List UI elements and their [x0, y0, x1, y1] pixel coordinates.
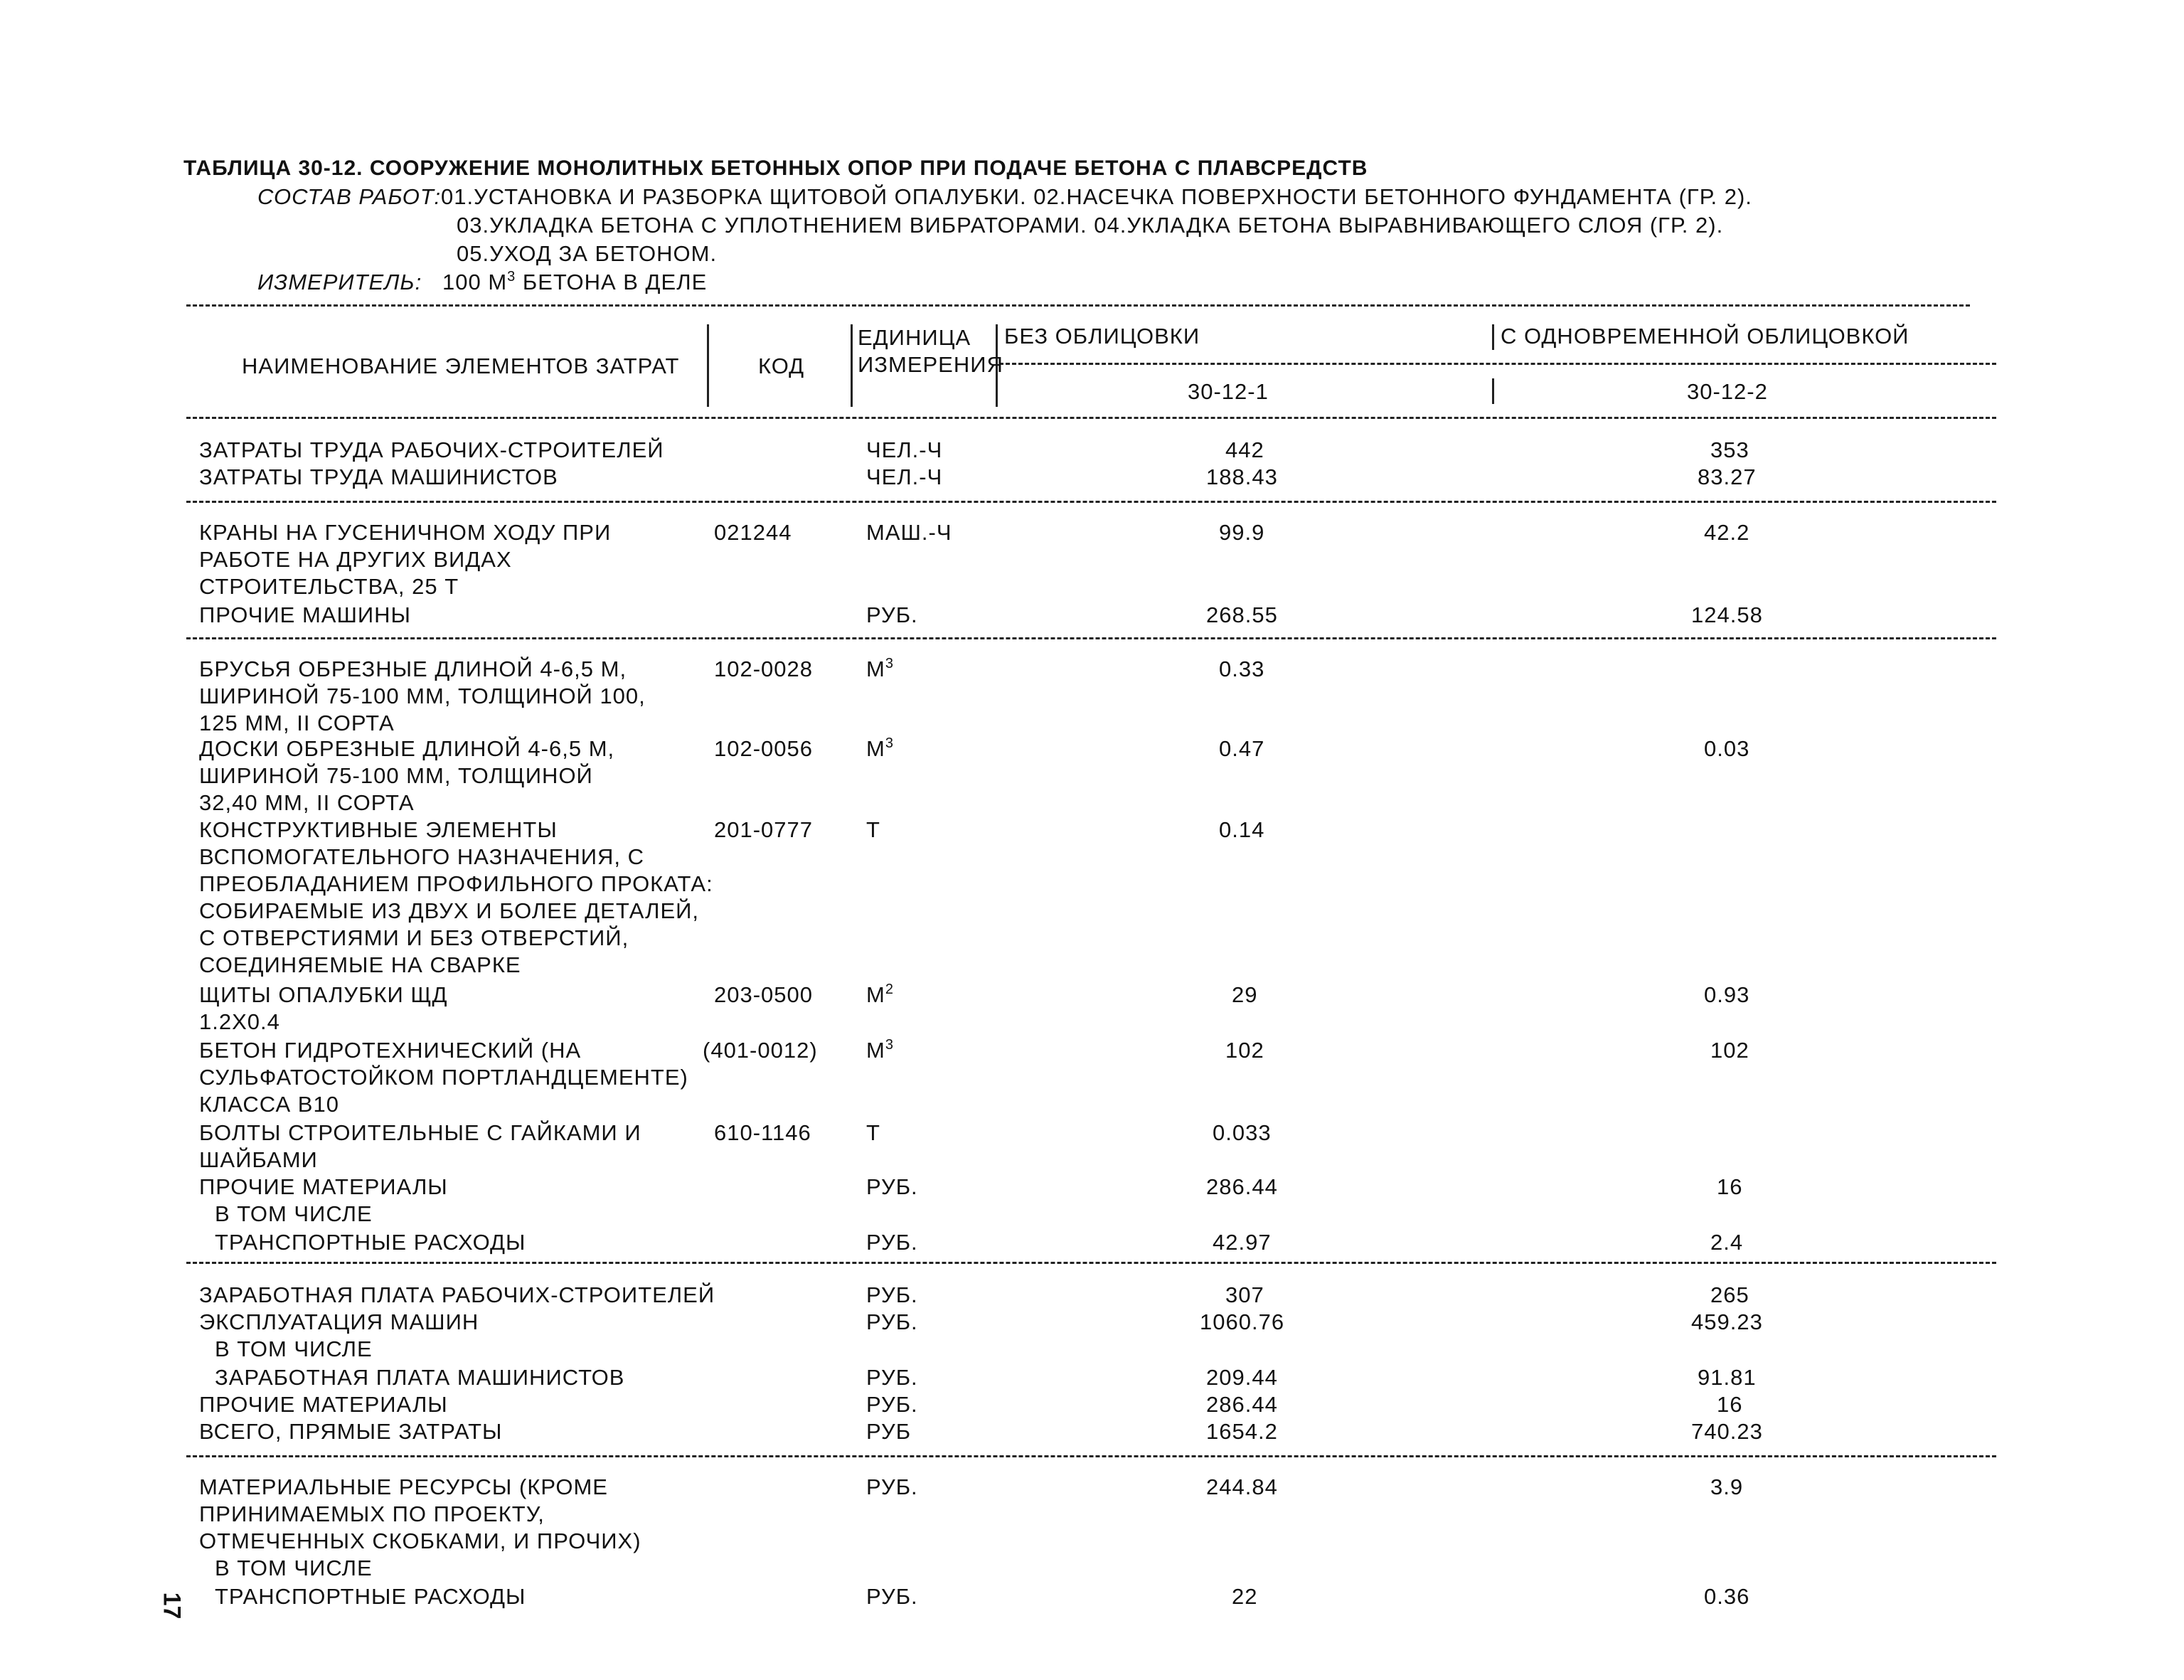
- row-value-30-12-2: 124.58: [1691, 602, 1763, 627]
- row-name-line: БРУСЬЯ ОБРЕЗНЫЕ ДЛИНОЙ 4-6,5 М,: [199, 656, 627, 681]
- row-name-line: ШИРИНОЙ 75-100 ММ, ТОЛЩИНОЙ 100,: [199, 684, 646, 708]
- row-name-line: ПРОЧИЕ МАТЕРИАЛЫ: [199, 1392, 448, 1417]
- row-value-30-12-2: 16: [1717, 1174, 1743, 1199]
- row-name-line: БЕТОН ГИДРОТЕХНИЧЕСКИЙ (НА: [199, 1038, 582, 1063]
- row-unit: ЧЕЛ.-Ч: [866, 464, 943, 489]
- row-code: (401-0012): [703, 1038, 818, 1063]
- row-code: 021244: [714, 520, 792, 545]
- meter-label: ИЗМЕРИТЕЛЬ:: [257, 270, 422, 294]
- row-code: 610-1146: [714, 1120, 811, 1145]
- row-name-line: ОТМЕЧЕННЫХ СКОБКАМИ, И ПРОЧИХ): [199, 1529, 641, 1553]
- row-name-line: ЗАРАБОТНАЯ ПЛАТА МАШИНИСТОВ: [215, 1365, 625, 1390]
- row-value-30-12-2: 91.81: [1698, 1365, 1757, 1390]
- row-value-30-12-1: 286.44: [1206, 1392, 1278, 1417]
- row-name-line: СОБИРАЕМЫЕ ИЗ ДВУХ И БОЛЕЕ ДЕТАЛЕЙ,: [199, 898, 700, 923]
- row-name-line: СОЕДИНЯЕМЫЕ НА СВАРКЕ: [199, 952, 521, 977]
- row-unit: РУБ.: [866, 1230, 918, 1255]
- col-divider-5: [1492, 378, 1494, 404]
- row-value-30-12-1: 209.44: [1206, 1365, 1278, 1390]
- row-name-line: ЗАРАБОТНАЯ ПЛАТА РАБОЧИХ-СТРОИТЕЛЕЙ: [199, 1282, 715, 1307]
- composition-line-1: 01.УСТАНОВКА И РАЗБОРКА ЩИТОВОЙ ОПАЛУБКИ. 02.НАСЕЧКА ПОВЕРХНОСТИ БЕТОННОГО ФУНДАМЕНТА (ГР. 2).: [441, 184, 1752, 209]
- row-name-line: ПРЕОБЛАДАНИЕМ ПРОФИЛЬНОГО ПРОКАТА:: [199, 871, 713, 896]
- row-value-30-12-1: 1060.76: [1200, 1309, 1285, 1334]
- row-name-line: ПРОЧИЕ МАТЕРИАЛЫ: [199, 1174, 448, 1199]
- row-value-30-12-1: 102: [1225, 1038, 1264, 1063]
- row-value-30-12-2: 42.2: [1704, 520, 1750, 545]
- col-header-name: НАИМЕНОВАНИЕ ЭЛЕМЕНТОВ ЗАТРАТ: [242, 353, 680, 378]
- row-unit: $М^3$: [866, 656, 894, 681]
- row-unit: РУБ.: [866, 1365, 918, 1390]
- col-header-unit-2: ИЗМЕРЕНИЯ: [858, 352, 1003, 377]
- col-divider-2: [851, 324, 853, 407]
- col-header-code-1: 30-12-1: [1188, 379, 1269, 404]
- col-header-code: КОД: [758, 353, 805, 378]
- row-name-line: С ОТВЕРСТИЯМИ И БЕЗ ОТВЕРСТИЙ,: [199, 925, 629, 950]
- row-value-30-12-2: 353: [1710, 437, 1749, 462]
- row-name-line: 125 ММ, II СОРТА: [199, 711, 395, 735]
- row-unit: МАШ.-Ч: [866, 520, 952, 545]
- row-name-line: КРАНЫ НА ГУСЕНИЧНОМ ХОДУ ПРИ: [199, 520, 612, 545]
- row-unit: $М^3$: [866, 735, 894, 761]
- row-unit: Т: [866, 1120, 880, 1145]
- row-name-line: БОЛТЫ СТРОИТЕЛЬНЫЕ С ГАЙКАМИ И: [199, 1120, 641, 1145]
- row-name-line: РАБОТЕ НА ДРУГИХ ВИДАХ: [199, 547, 512, 572]
- composition-line-2: 03.УКЛАДКА БЕТОНА С УПЛОТНЕНИЕМ ВИБРАТОРАМИ. 04.УКЛАДКА БЕТОНА ВЫРАВНИВАЮЩЕГО СЛОЯ (ГР. 2).: [457, 213, 1724, 238]
- row-value-30-12-2: 740.23: [1691, 1419, 1763, 1444]
- table-title: ТАБЛИЦА 30-12. СООРУЖЕНИЕ МОНОЛИТНЫХ БЕТОННЫХ ОПОР ПРИ ПОДАЧЕ БЕТОНА С ПЛАВСРЕДСТВ: [183, 156, 1368, 180]
- row-name-line: ЩИТЫ ОПАЛУБКИ ЩД: [199, 982, 448, 1007]
- row-value-30-12-2: 83.27: [1698, 464, 1757, 489]
- row-name-line: В ТОМ ЧИСЛЕ: [215, 1336, 373, 1361]
- row-unit: $М^3$: [866, 1037, 894, 1063]
- row-code: 102-0028: [714, 656, 814, 681]
- row-value-30-12-1: 1654.2: [1206, 1419, 1278, 1444]
- row-unit: РУБ: [866, 1419, 912, 1444]
- rule-section-3: [186, 1262, 1996, 1264]
- row-value-30-12-1: 442: [1225, 437, 1264, 462]
- row-value-30-12-1: 0.33: [1219, 656, 1265, 681]
- row-unit: РУБ.: [866, 1309, 918, 1334]
- row-code: 201-0777: [714, 817, 814, 842]
- rule-header-bottom: [186, 417, 1996, 419]
- page-number: 17: [158, 1592, 186, 1620]
- row-name-line: КОНСТРУКТИВНЫЕ ЭЛЕМЕНТЫ: [199, 817, 558, 842]
- row-value-30-12-1: 22: [1232, 1584, 1258, 1609]
- row-value-30-12-2: 0.93: [1704, 982, 1750, 1007]
- col-header-group-1: БЕЗ ОБЛИЦОВКИ: [1004, 324, 1200, 349]
- row-value-30-12-1: 188.43: [1206, 464, 1278, 489]
- row-name-line: ЗАТРАТЫ ТРУДА МАШИНИСТОВ: [199, 464, 558, 489]
- row-name-line: ВСЕГО, ПРЯМЫЕ ЗАТРАТЫ: [199, 1419, 503, 1444]
- row-value-30-12-2: 265: [1710, 1282, 1749, 1307]
- row-unit: РУБ.: [866, 1474, 918, 1499]
- composition-line-3: 05.УХОД ЗА БЕТОНОМ.: [457, 241, 718, 266]
- row-value-30-12-2: 3.9: [1710, 1474, 1744, 1499]
- row-name-line: ЭКСПЛУАТАЦИЯ МАШИН: [199, 1309, 479, 1334]
- col-header-unit-1: ЕДИНИЦА: [858, 325, 971, 350]
- col-divider-1: [707, 324, 709, 407]
- row-name-line: 32,40 ММ, II СОРТА: [199, 790, 415, 815]
- row-name-line: ТРАНСПОРТНЫЕ РАСХОДЫ: [215, 1584, 526, 1609]
- row-value-30-12-2: 16: [1717, 1392, 1743, 1417]
- row-name-line: В ТОМ ЧИСЛЕ: [215, 1201, 373, 1226]
- row-value-30-12-1: 42.97: [1213, 1230, 1272, 1255]
- row-unit: РУБ.: [866, 1174, 918, 1199]
- row-code: 102-0056: [714, 736, 814, 761]
- row-unit: РУБ.: [866, 1282, 918, 1307]
- rule-section-4: [186, 1455, 1996, 1457]
- row-value-30-12-2: 459.23: [1691, 1309, 1763, 1334]
- row-value-30-12-2: 0.36: [1704, 1584, 1750, 1609]
- row-unit: Т: [866, 817, 880, 842]
- rule-section-1: [186, 501, 1996, 503]
- col-header-code-2: 30-12-2: [1687, 379, 1768, 404]
- row-unit: РУБ.: [866, 602, 918, 627]
- row-unit: ЧЕЛ.-Ч: [866, 437, 943, 462]
- composition-label: СОСТАВ РАБОТ:: [257, 184, 442, 209]
- row-value-30-12-1: 307: [1225, 1282, 1264, 1307]
- rule-subheader: [999, 363, 1996, 365]
- col-divider-4: [1492, 324, 1494, 350]
- row-name-line: ТРАНСПОРТНЫЕ РАСХОДЫ: [215, 1230, 526, 1255]
- row-code: 203-0500: [714, 982, 814, 1007]
- row-unit: РУБ.: [866, 1584, 918, 1609]
- row-name-line: 1.2Х0.4: [199, 1009, 280, 1034]
- row-value-30-12-1: 99.9: [1219, 520, 1265, 545]
- meter-value: 100 $М^3$ БЕТОНА В ДЕЛЕ: [442, 269, 708, 294]
- row-value-30-12-2: 0.03: [1704, 736, 1750, 761]
- row-name-line: ШИРИНОЙ 75-100 ММ, ТОЛЩИНОЙ: [199, 763, 593, 788]
- row-name-line: В ТОМ ЧИСЛЕ: [215, 1556, 373, 1580]
- row-value-30-12-1: 29: [1232, 982, 1258, 1007]
- row-name-line: СУЛЬФАТОСТОЙКОМ ПОРТЛАНДЦЕМЕНТЕ): [199, 1065, 688, 1090]
- row-name-line: ПРИНИМАЕМЫХ ПО ПРОЕКТУ,: [199, 1501, 545, 1526]
- row-unit: РУБ.: [866, 1392, 918, 1417]
- row-value-30-12-1: 244.84: [1206, 1474, 1278, 1499]
- row-value-30-12-2: 102: [1710, 1038, 1749, 1063]
- row-name-line: ВСПОМОГАТЕЛЬНОГО НАЗНАЧЕНИЯ, С: [199, 844, 644, 869]
- row-name-line: КЛАССА В10: [199, 1092, 339, 1117]
- row-value-30-12-1: 0.14: [1219, 817, 1265, 842]
- rule-top: [186, 304, 1970, 307]
- col-header-group-2: С ОДНОВРЕМЕННОЙ ОБЛИЦОВКОЙ: [1501, 324, 1909, 349]
- row-value-30-12-1: 0.033: [1213, 1120, 1272, 1145]
- row-name-line: ДОСКИ ОБРЕЗНЫЕ ДЛИНОЙ 4-6,5 М,: [199, 736, 615, 761]
- rule-section-2: [186, 637, 1996, 639]
- row-name-line: СТРОИТЕЛЬСТВА, 25 Т: [199, 574, 459, 599]
- row-value-30-12-1: 286.44: [1206, 1174, 1278, 1199]
- row-name-line: ШАЙБАМИ: [199, 1147, 318, 1172]
- row-value-30-12-2: 2.4: [1710, 1230, 1744, 1255]
- row-name-line: ЗАТРАТЫ ТРУДА РАБОЧИХ-СТРОИТЕЛЕЙ: [199, 437, 664, 462]
- row-value-30-12-1: 268.55: [1206, 602, 1278, 627]
- row-name-line: ПРОЧИЕ МАШИНЫ: [199, 602, 411, 627]
- row-name-line: МАТЕРИАЛЬНЫЕ РЕСУРСЫ (КРОМЕ: [199, 1474, 608, 1499]
- row-value-30-12-1: 0.47: [1219, 736, 1265, 761]
- row-unit: $М^2$: [866, 982, 894, 1007]
